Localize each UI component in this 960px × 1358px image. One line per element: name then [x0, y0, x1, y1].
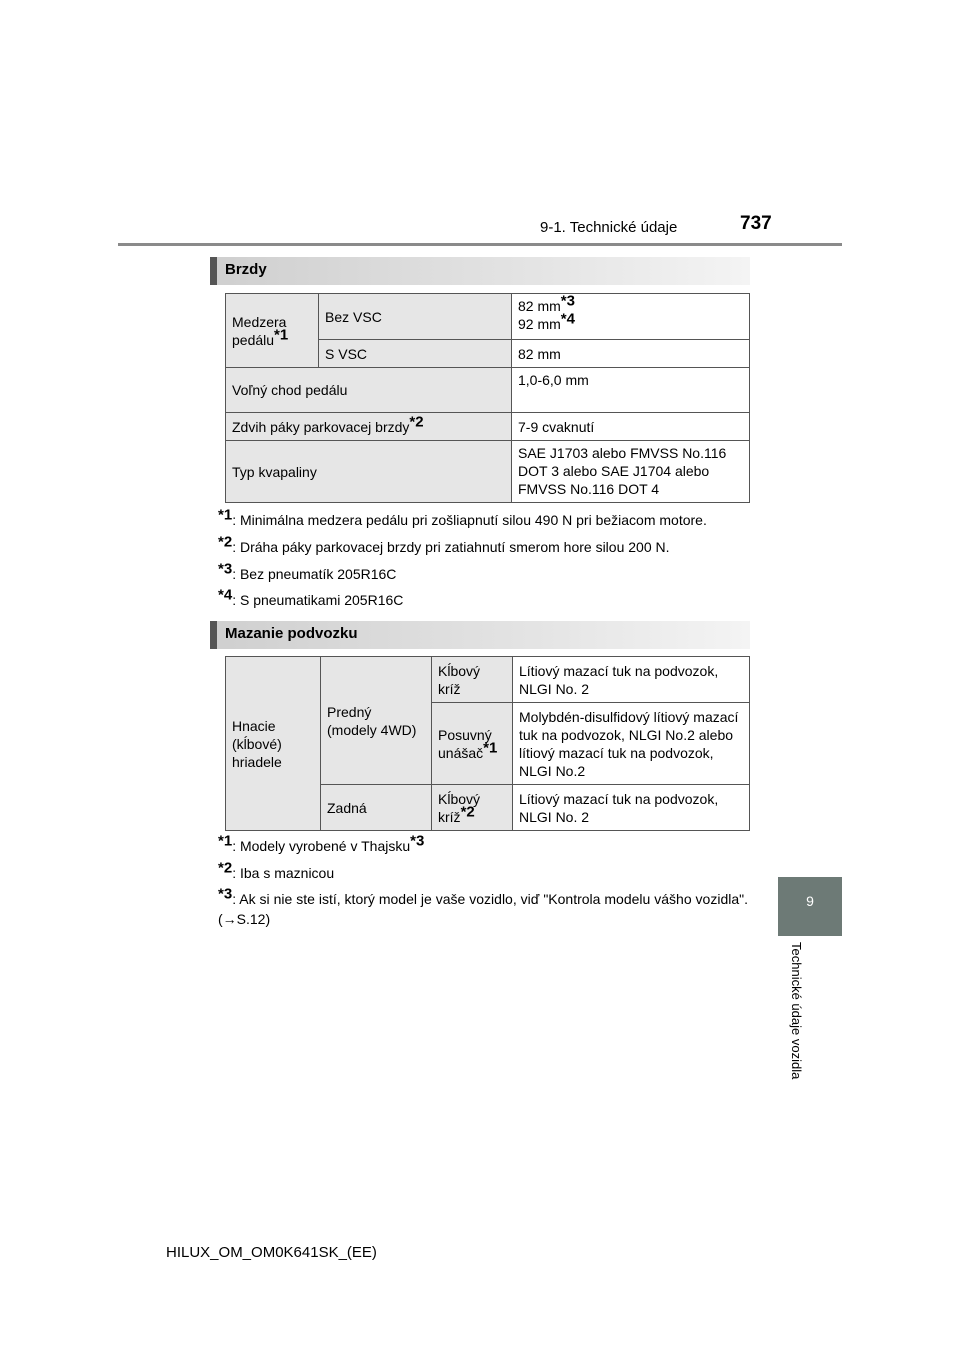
- fluid-type-value: SAE J1703 alebo FMVSS No.116 DOT 3 alebo SAE J1704 alebo FMVSS No.116 DOT 4: [512, 441, 750, 503]
- chassis-footnote: $^{*3}$: Ak si nie ste istí, ktorý model je vaše vozidlo, viď "Kontrola modelu vášho vozidla". (→S.12): [218, 885, 748, 927]
- chapter-label-text: Technické údaje vozidla: [789, 942, 804, 1080]
- brakes-table: [225, 293, 750, 503]
- section-title: 9-1. Technické údaje: [540, 219, 678, 236]
- brakes-footnote: $^{*4}$: S pneumatikami 205R16C: [218, 586, 404, 608]
- with-vsc-value: 82 mm: [512, 340, 750, 368]
- universal-joint-label: Kĺbový kríž: [432, 657, 513, 703]
- document-code: HILUX_OM_OM0K641SK_(EE): [166, 1244, 377, 1261]
- brakes-section-header: [210, 257, 750, 285]
- chassis-table: [225, 656, 750, 831]
- universal-joint-value: Lítiový mazací tuk na podvozok, NLGI No. 2: [513, 657, 750, 703]
- rear-label: Zadná: [321, 785, 432, 831]
- brakes-title: Brzdy: [225, 261, 267, 278]
- chassis-section-header: [210, 621, 750, 649]
- chassis-footnote: $^{*2}$: Iba s maznicou: [218, 859, 335, 881]
- chassis-footnote: $^{*1}$: Modely vyrobené v Thajsku$^{*3}$: [218, 832, 425, 854]
- header-rule: [118, 243, 842, 246]
- with-vsc-label: S VSC: [319, 340, 512, 368]
- brakes-footnote: $^{*1}$: Minimálna medzera pedálu pri zošliapnutí silou 490 N pri bežiacom motore.: [218, 506, 707, 528]
- drive-shafts-label: Hnacie (kĺbové) hriadele: [226, 657, 321, 831]
- rear-joint-label: Kĺbový kríž$^{*2}$: [432, 785, 513, 831]
- free-play-label: Voľný chod pedálu: [226, 368, 512, 413]
- free-play-value: 1,0-6,0 mm: [512, 368, 750, 413]
- section-bar: [210, 621, 217, 649]
- front-label: Predný (modely 4WD): [321, 657, 432, 785]
- chapter-number: 9: [806, 893, 814, 909]
- chapter-label: [786, 942, 806, 1102]
- brakes-footnote: $^{*3}$: Bez pneumatík 205R16C: [218, 560, 397, 582]
- sliding-yoke-value: Molybdén-disulfidový lítiový mazací tuk na podvozok, NLGI No.2 alebo lítiový mazací tuk na podvozok, NLGI No.2: [513, 703, 750, 785]
- without-vsc-label: Bez VSC: [319, 294, 512, 340]
- page-number: 737: [740, 213, 772, 234]
- chassis-title: Mazanie podvozku: [225, 625, 358, 642]
- parking-brake-value: 7-9 cvaknutí: [512, 413, 750, 441]
- pedal-gap-label: Medzera pedálu$^{*1}$: [226, 294, 319, 368]
- parking-brake-label: Zdvih páky parkovacej brzdy$^{*2}$: [226, 413, 512, 441]
- section-bar: [210, 257, 217, 285]
- sliding-yoke-label: Posuvný unášač$^{*1}$: [432, 703, 513, 785]
- rear-joint-value: Lítiový mazací tuk na podvozok, NLGI No. 2: [513, 785, 750, 831]
- brakes-footnote: $^{*2}$: Dráha páky parkovacej brzdy pri zatiahnutí smerom hore silou 200 N.: [218, 533, 670, 555]
- fluid-type-label: Typ kvapaliny: [226, 441, 512, 503]
- without-vsc-value: 82 $mm^{*3}$ 92 $mm^{*4}$: [512, 294, 750, 340]
